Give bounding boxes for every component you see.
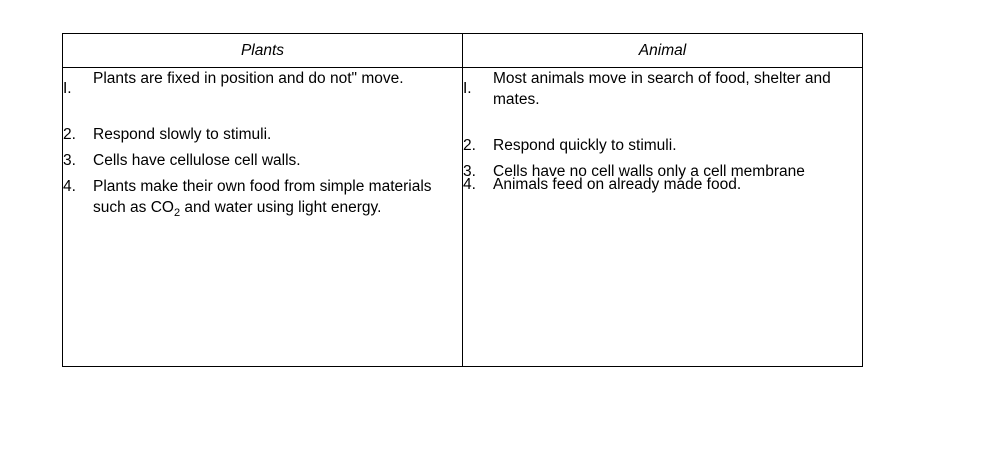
plants-cell [63,68,463,367]
list-item-text: Respond quickly to stimuli. [493,137,677,154]
list-item [63,176,462,224]
animal-cell [463,68,863,367]
list-marker: 3. [463,163,476,180]
list-item [63,124,462,145]
column-header-plants: Plants [63,34,463,68]
list-item-text: Plants are fixed in position and do not" move. [93,70,404,87]
list-marker: I. [463,80,472,97]
list-item-text [93,176,462,224]
list-marker: 2. [63,126,76,143]
list-item-text: Cells have no cell walls only a cell membrane [493,163,805,180]
list-item [463,174,862,195]
list-item-text: Cells have cellulose cell walls. [93,152,301,169]
list-marker: 2. [463,137,476,154]
table-body-row [63,68,863,367]
list-marker: 4. [63,178,76,195]
list-item-text-pre: Plants make their own food from simple materials such as CO [93,178,432,216]
list-item [463,68,862,110]
plants-point-list [63,68,462,224]
list-marker: 4. [463,176,476,193]
column-header-animal: Animal [463,34,863,68]
list-marker: 3. [63,152,76,169]
list-item [63,68,462,99]
table-header-row [63,34,863,68]
list-item-text: Animals feed on already made food. [493,176,742,193]
list-item [63,150,462,171]
list-item-text-post: and water using light energy. [180,199,382,216]
list-item-text: Most animals move in search of food, shelter and mates. [493,70,831,108]
list-item-text: Respond slowly to stimuli. [93,126,272,143]
list-marker: I. [63,80,72,97]
animal-point-list [463,68,862,195]
subscript-two: 2 [173,207,181,220]
plants-animals-comparison-table [62,33,863,367]
list-item [463,135,862,156]
